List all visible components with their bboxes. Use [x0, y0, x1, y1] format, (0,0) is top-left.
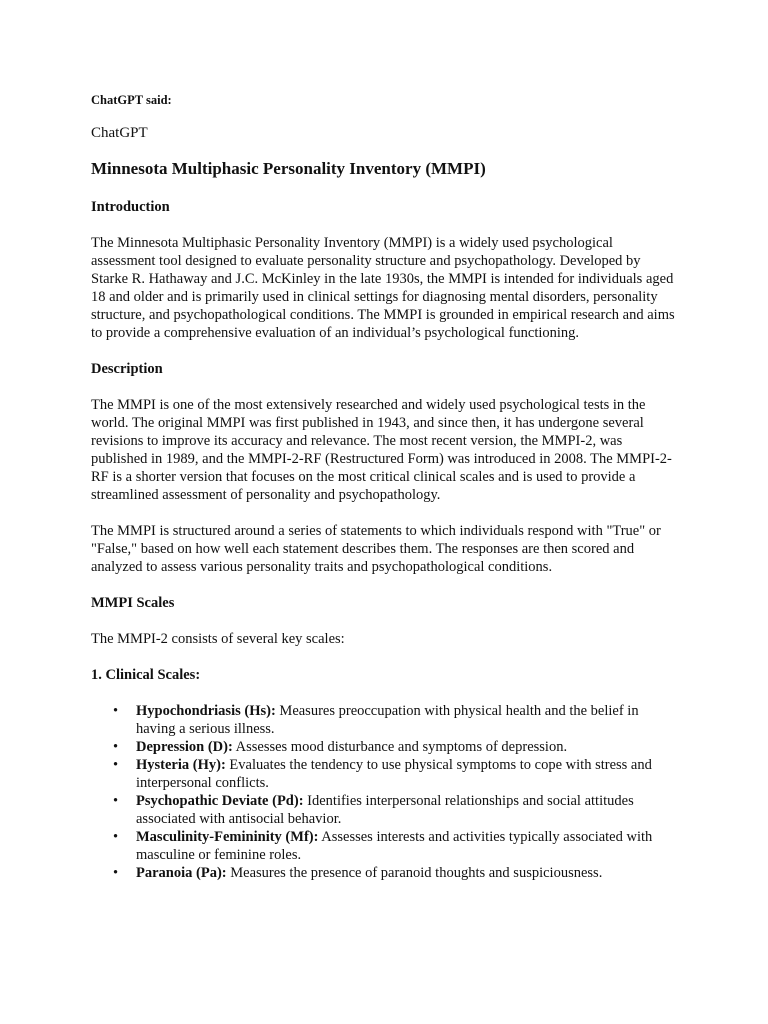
scales-intro: The MMPI-2 consists of several key scales:	[91, 631, 345, 647]
list-item	[91, 702, 676, 738]
said-label: ChatGPT said:	[91, 93, 172, 107]
list-item	[91, 828, 676, 864]
clinical-scales-heading: 1. Clinical Scales:	[91, 667, 201, 683]
scale-description: Assesses interests and activities typically associated with masculine or feminine roles.	[136, 829, 653, 863]
scale-term: Hysteria (Hy):	[136, 757, 226, 773]
clinical-scales-list	[91, 702, 676, 882]
description-heading: Description	[91, 361, 163, 377]
scale-term: Paranoia (Pa):	[136, 865, 227, 881]
list-item	[91, 738, 676, 756]
list-item	[91, 792, 676, 828]
bullet-icon: •	[113, 703, 119, 719]
scale-description: Identifies interpersonal relationships and social attitudes associated with antisocial behavior.	[136, 793, 634, 827]
scale-description: Measures the presence of paranoid thoughts and suspiciousness.	[226, 865, 603, 881]
scale-description: Evaluates the tendency to use physical symptoms to cope with stress and interpersonal conflicts.	[136, 757, 652, 791]
scale-term: Masculinity-Femininity (Mf):	[136, 829, 319, 845]
list-item	[91, 864, 676, 882]
introduction-heading: Introduction	[91, 199, 170, 215]
introduction-paragraph: The Minnesota Multiphasic Personality Inventory (MMPI) is a widely used psychological assessment tool designed to evaluate personality structure and psychopathology. Developed by Starke R. Hathaway and J.C. McKinley in the late 1930s, the MMPI is intended for individuals aged 18 and older and is primarily used in clinical settings for diagnosing mental disorders, personality structure, and psychopathological conditions. The MMPI is grounded in empirical research and aims to provide a comprehensive evaluation of an individual’s psychological functioning.	[91, 235, 675, 341]
author-name: ChatGPT	[91, 125, 148, 141]
scale-description: Assesses mood disturbance and symptoms of depression.	[232, 739, 568, 755]
bullet-icon: •	[113, 829, 119, 845]
bullet-icon: •	[113, 739, 119, 755]
document-page	[91, 92, 676, 882]
bullet-icon: •	[113, 757, 119, 773]
scale-term: Psychopathic Deviate (Pd):	[136, 793, 304, 809]
list-item	[91, 756, 676, 792]
document-title: Minnesota Multiphasic Personality Inventory (MMPI)	[91, 159, 486, 178]
description-paragraph-1: The MMPI is one of the most extensively researched and widely used psychological tests in the world. The original MMPI was first published in 1943, and since then, it has undergone several revisions to improve its accuracy and relevance. The most recent version, the MMPI-2, was published in 1989, and the MMPI-2-RF (Restructured Form) was introduced in 2008. The MMPI-2-RF is a shorter version that focuses on the most critical clinical scales and is used to provide a streamlined assessment of personality and psychopathology.	[91, 397, 672, 503]
bullet-icon: •	[113, 793, 119, 809]
scale-description: Measures preoccupation with physical health and the belief in having a serious illness.	[136, 703, 639, 737]
bullet-icon: •	[113, 865, 119, 881]
description-paragraph-2: The MMPI is structured around a series of statements to which individuals respond with "True" or "False," based on how well each statement describes them. The responses are then scored and analyzed to assess various personality traits and psychopathological conditions.	[91, 523, 661, 575]
scale-term: Hypochondriasis (Hs):	[136, 703, 276, 719]
scale-term: Depression (D):	[136, 739, 233, 755]
scales-heading: MMPI Scales	[91, 595, 175, 611]
